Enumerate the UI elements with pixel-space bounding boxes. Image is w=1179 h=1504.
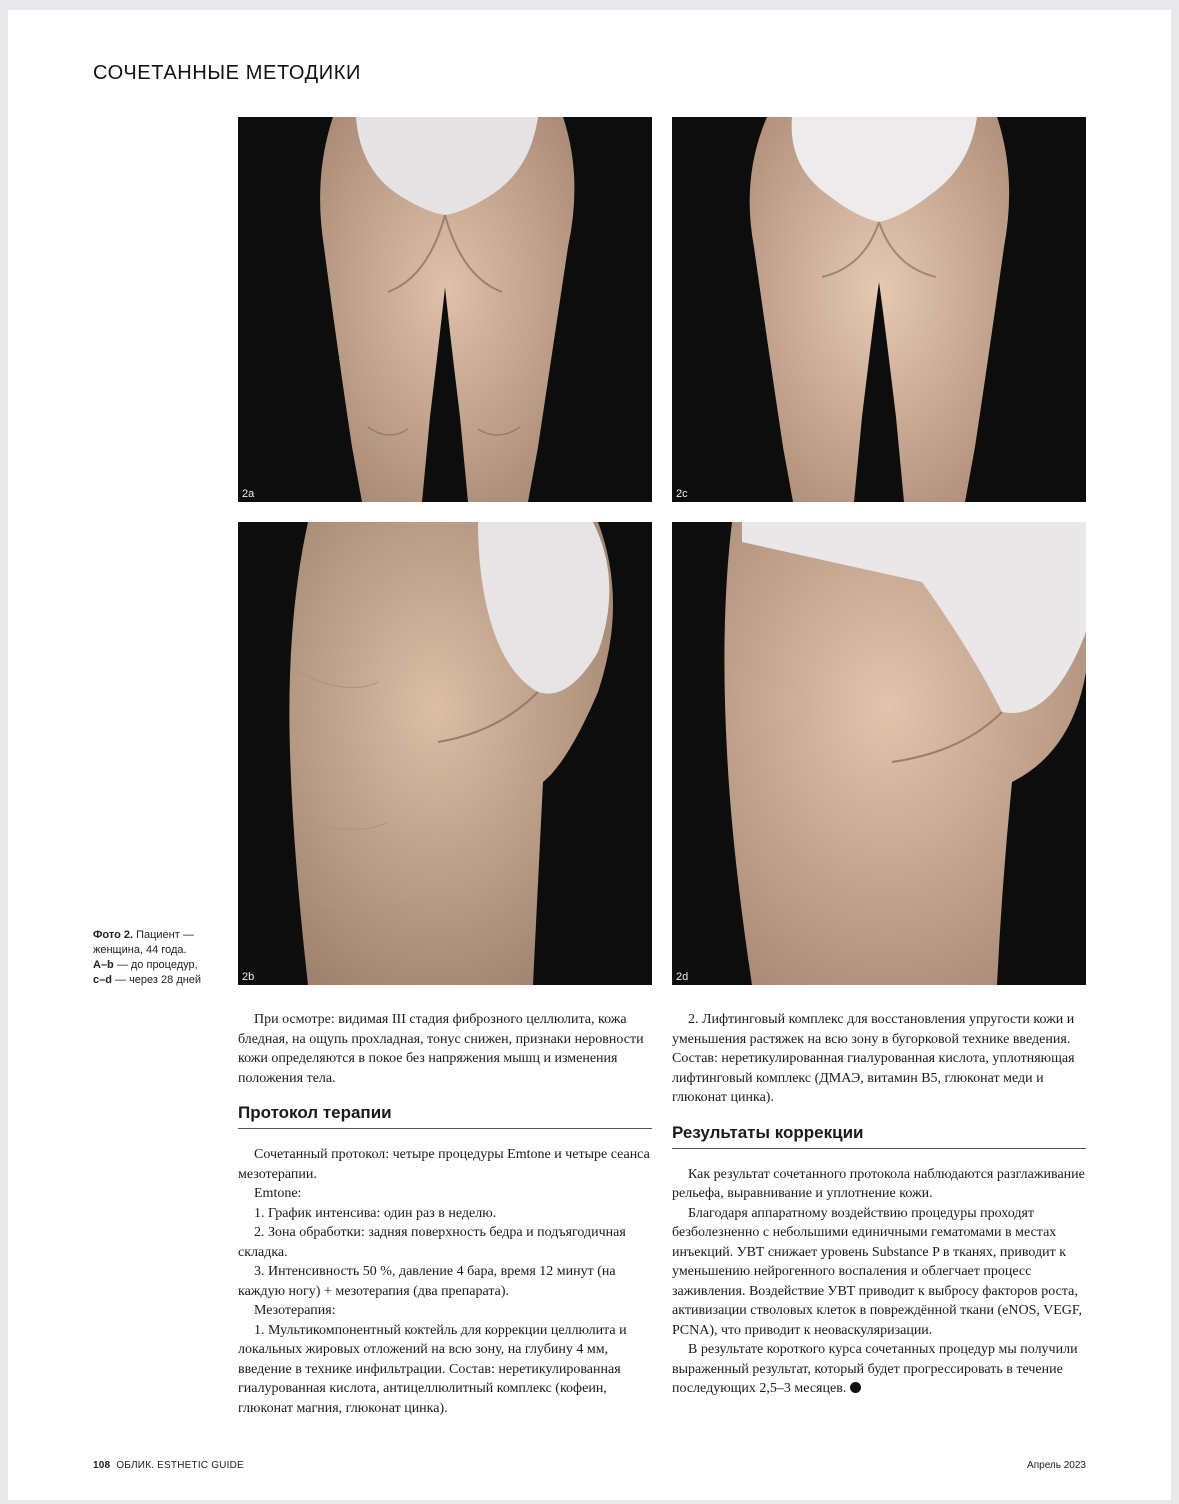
section-heading: Результаты коррекции [672, 1122, 1086, 1149]
paragraph: 2. Лифтинговый комплекс для восстановления упругости кожи и уменьшения растяжек на всю зону в бугорковой технике введения. Состав: неретикулированная гиалурованная кислота, уплотняющая лифтинговый комплекс (ДМАЭ, витамин B5, глюконат меди и глюконат цинка). [672, 1012, 1075, 1105]
paragraph: Мезотерапия: [254, 1303, 336, 1318]
photo-2b-illustration [238, 522, 652, 985]
photo-2c [672, 117, 1086, 502]
photo-caption: Фото 2. Пациент — женщина, 44 года. A–b — до процедур, c–d — через 28 дней [93, 929, 202, 986]
magazine-page [8, 10, 1171, 1500]
paragraph: 1. Мультикомпонентный коктейль для коррекции целлюлита и локальных жировых отложений на всю зону, на глубину 4 мм, введение в технике инфильтрации. Состав: неретикулированная гиалурованная кислота, антицеллюлитный комплекс (кофеин, глюконат магния, глюконат цинка). [238, 1322, 627, 1416]
paragraph: Emtone: [254, 1186, 302, 1201]
footer-publication [93, 1460, 244, 1471]
publication-name: ОБЛИК. ESTHETIC GUIDE [116, 1460, 244, 1471]
paragraph: Как результат сочетанного протокола наблюдаются разглаживание рельефа, выравнивание и уплотнение кожи. [672, 1166, 1085, 1201]
photo-2b [238, 522, 652, 985]
paragraph: 3. Интенсивность 50 %, давление 4 бара, время 12 минут (на каждую ногу) + мезотерапия (два препарата). [238, 1264, 616, 1299]
left-text-column [238, 1010, 652, 1418]
photo-2c-illustration [672, 117, 1086, 502]
page-number: 108 [93, 1460, 111, 1471]
photo-2a-illustration [238, 117, 652, 502]
paragraph: Благодаря аппаратному воздействию процедуры проходят безболезненно с небольшими единичными гематомами в местах инъекций. УВТ снижает уровень Substance P в тканях, приводит к уменьшению нейрогенного воспаления и облегчает процесс заживления. Воздействие УВТ приводит к выбросу факторов роста, активизации стволовых клеток в повреждённой ткани (eNOS, VEGF, PCNA), что приводит к неоваскуляризации. [672, 1205, 1083, 1338]
caption-title: Фото 2. [93, 929, 134, 941]
end-of-article-mark [850, 1382, 861, 1393]
photo-2d-illustration [672, 522, 1086, 985]
paragraph: Сочетанный протокол: четыре процедуры Emtone и четыре сеанса мезотерапии. [238, 1147, 650, 1182]
paragraph: 1. График интенсива: один раз в неделю. [254, 1205, 497, 1221]
paragraph: 2. Зона обработки: задняя поверхность бедра и подъягодичная складка. [238, 1225, 626, 1260]
section-title: СОЧЕТАННЫЕ МЕТОДИКИ [93, 62, 361, 84]
footer-date: Апрель 2023 [1027, 1460, 1086, 1471]
photo-2d [672, 522, 1086, 985]
paragraph: При осмотре: видимая III стадия фиброзного целлюлита, кожа бледная, на ощупь прохладная, тонус снижен, признаки неровности кожи определяются в покое без напряжения мышц и изменения положения тела. [238, 1012, 644, 1086]
photo-label: 2a [242, 488, 255, 500]
section-heading: Протокол терапии [238, 1102, 652, 1129]
paragraph: В результате короткого курса сочетанных процедур мы получили выраженный результат, который будет прогрессировать в течение последующих 2,5–3 месяцев. [672, 1342, 1078, 1396]
photo-label: 2d [676, 971, 689, 983]
photo-label: 2c [676, 488, 688, 500]
photo-label: 2b [242, 971, 255, 983]
photo-2a [238, 117, 652, 502]
right-text-column [672, 1010, 1086, 1399]
